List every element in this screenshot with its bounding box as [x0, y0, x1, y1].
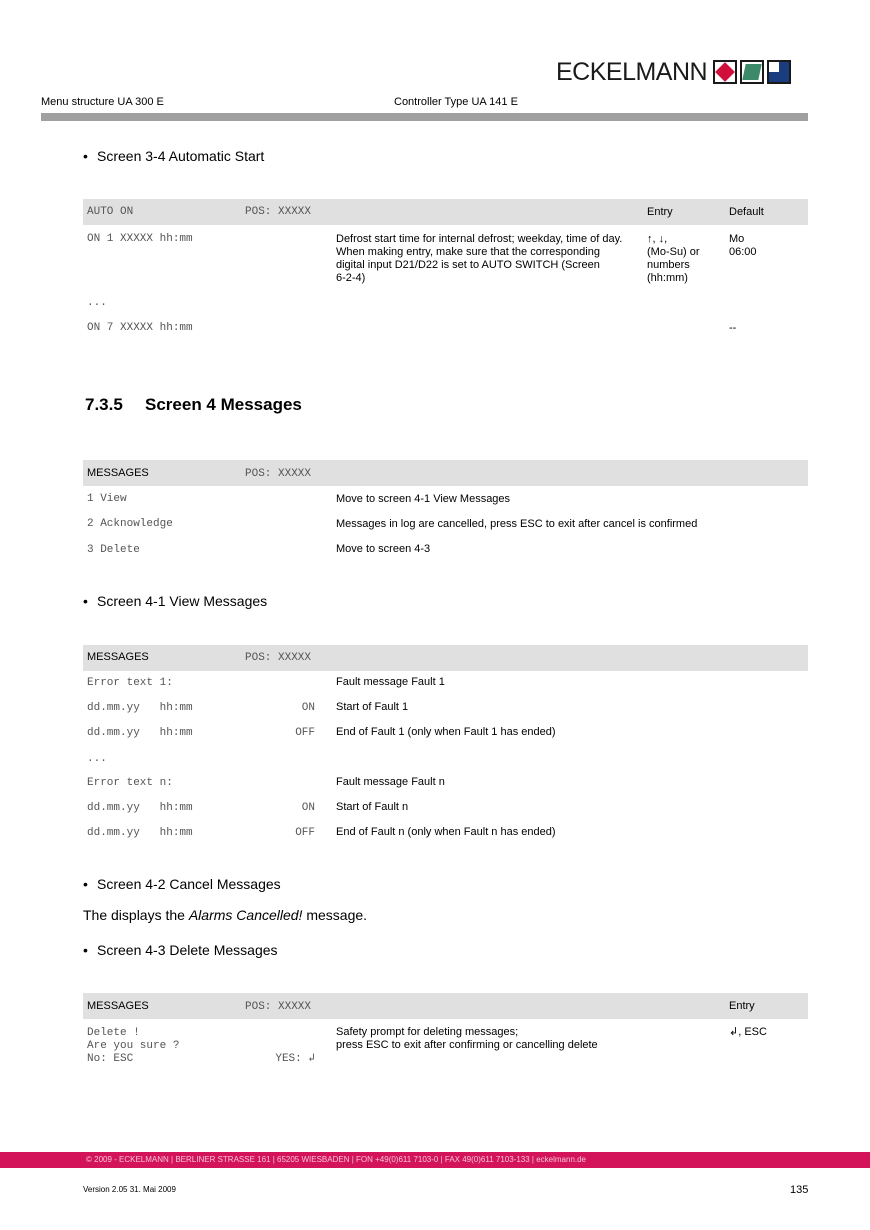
- version-info: Version 2.05 31. Mai 2009: [83, 1185, 176, 1194]
- row-faultn-end-date: dd.mm.yy hh:mm: [87, 827, 193, 839]
- row-on7-default: --: [729, 322, 737, 334]
- header-center: Controller Type UA 141 E: [394, 96, 518, 108]
- logo-diamond-icon: [713, 60, 737, 84]
- paragraph-alarms-cancelled: [83, 907, 367, 923]
- row-on1-description: Defrost start time for internal defrost; weekday, time of day. When making entry, make sure that the corresponding digital input D21/D22 is set to AUTO SWITCH (Screen 6-2-4): [336, 233, 623, 284]
- header-pos: POS: XXXXX: [245, 652, 312, 664]
- bullet-dot-icon: •: [83, 942, 88, 958]
- table-header-screen-3-4: [83, 199, 808, 225]
- logo-square-icon: [767, 60, 791, 84]
- row-view-label: 1 View: [87, 493, 127, 505]
- bullet-screen-4-1: [83, 593, 267, 609]
- table-header-screen-4: [83, 460, 808, 486]
- row-faultn-end-description: End of Fault n (only when Fault n has ended): [336, 826, 556, 838]
- logo-text: ECKELMANN: [556, 57, 708, 86]
- header-col1: MESSAGES: [87, 467, 149, 479]
- header-entry: Entry: [729, 1000, 755, 1012]
- section-number: 7.3.5: [85, 395, 123, 414]
- row-acknowledge-description: Messages in log are cancelled, press ESC to exit after cancel is confirmed: [336, 518, 698, 530]
- bullet-dot-icon: •: [83, 876, 88, 892]
- row-on1-label: ON 1 XXXXX hh:mm: [87, 233, 193, 245]
- row-fault1-end-state: OFF: [295, 727, 315, 739]
- bullet-text: Screen 4-3 Delete Messages: [97, 942, 278, 958]
- row-delete-description: Move to screen 4-3: [336, 543, 431, 555]
- row-ellipsis: ...: [87, 297, 107, 309]
- row-on7-label: ON 7 XXXXX hh:mm: [87, 322, 193, 334]
- footer-address: © 2009 - ECKELMANN | BERLINER STRASSE 161 | 65205 WIESBADEN | FON +49(0)611 7103-0 | FAX 49(0)611 7103-133 | eckelmann.de: [86, 1155, 587, 1164]
- row-faultn-end-state: OFF: [295, 827, 315, 839]
- bullet-text: Screen 3-4 Automatic Start: [97, 148, 265, 164]
- row-acknowledge-label: 2 Acknowledge: [87, 518, 173, 530]
- page-number: 135: [790, 1184, 809, 1196]
- row-delete-entry: ↲, ESC: [729, 1026, 767, 1038]
- row-delete-yes: YES: ↲: [275, 1053, 315, 1065]
- row-fault1-end-description: End of Fault 1 (only when Fault 1 has ended): [336, 726, 556, 738]
- header-col1: MESSAGES: [87, 1000, 149, 1012]
- row-faultn-start-state: ON: [301, 802, 315, 814]
- bullet-screen-4-3: [83, 942, 278, 958]
- paragraph-after: message.: [302, 907, 368, 923]
- table-header-screen-4-3: [83, 993, 808, 1019]
- row-delete-label: 3 Delete: [87, 544, 140, 556]
- header-col1: AUTO ON: [87, 206, 134, 218]
- bullet-text: Screen 4-1 View Messages: [97, 593, 268, 609]
- header-entry: Entry: [647, 206, 673, 218]
- row-faultn-start-description: Start of Fault n: [336, 801, 409, 813]
- bullet-dot-icon: •: [83, 593, 88, 609]
- section-title: Screen 4 Messages: [145, 395, 302, 414]
- row-delete-description: Safety prompt for deleting messages; press ESC to exit after confirming or cancelling delete: [336, 1026, 598, 1051]
- logo-marks: [713, 60, 791, 84]
- row-on1-default: Mo 06:00: [729, 233, 757, 258]
- row-error-text-1-description: Fault message Fault 1: [336, 676, 445, 688]
- row-delete-prompt: Delete ! Are you sure ? No: ESC: [87, 1027, 180, 1065]
- row-fault1-start-state: ON: [301, 702, 315, 714]
- row-error-text-n: Error text n:: [87, 777, 173, 789]
- header-pos: POS: XXXXX: [245, 206, 312, 218]
- paragraph-before: The displays the: [83, 907, 189, 923]
- row-fault1-start-description: Start of Fault 1: [336, 701, 409, 713]
- row-fault1-start-date: dd.mm.yy hh:mm: [87, 702, 193, 714]
- row-on1-entry: ↑, ↓, (Mo-Su) or numbers (hh:mm): [647, 233, 700, 284]
- row-error-text-n-description: Fault message Fault n: [336, 776, 445, 788]
- logo-parallelogram-icon: [740, 60, 764, 84]
- header-default: Default: [729, 206, 764, 218]
- row-faultn-start-date: dd.mm.yy hh:mm: [87, 802, 193, 814]
- bullet-text: Screen 4-2 Cancel Messages: [97, 876, 281, 892]
- header-col1: MESSAGES: [87, 651, 149, 663]
- eckelmann-logo: [556, 57, 791, 87]
- paragraph-emphasis: Alarms Cancelled!: [188, 907, 303, 923]
- header-left: Menu structure UA 300 E: [41, 96, 164, 108]
- bullet-screen-3-4: [83, 148, 264, 164]
- header-rule: [41, 113, 808, 121]
- header-pos: POS: XXXXX: [245, 468, 312, 480]
- row-error-text-1: Error text 1:: [87, 677, 173, 689]
- row-view-description: Move to screen 4-1 View Messages: [336, 493, 511, 505]
- header-pos: POS: XXXXX: [245, 1001, 312, 1013]
- bullet-dot-icon: •: [83, 148, 88, 164]
- table-header-screen-4-1: [83, 645, 808, 671]
- bullet-screen-4-2: [83, 876, 281, 892]
- row-fault1-end-date: dd.mm.yy hh:mm: [87, 727, 193, 739]
- row-ellipsis: ...: [87, 753, 107, 765]
